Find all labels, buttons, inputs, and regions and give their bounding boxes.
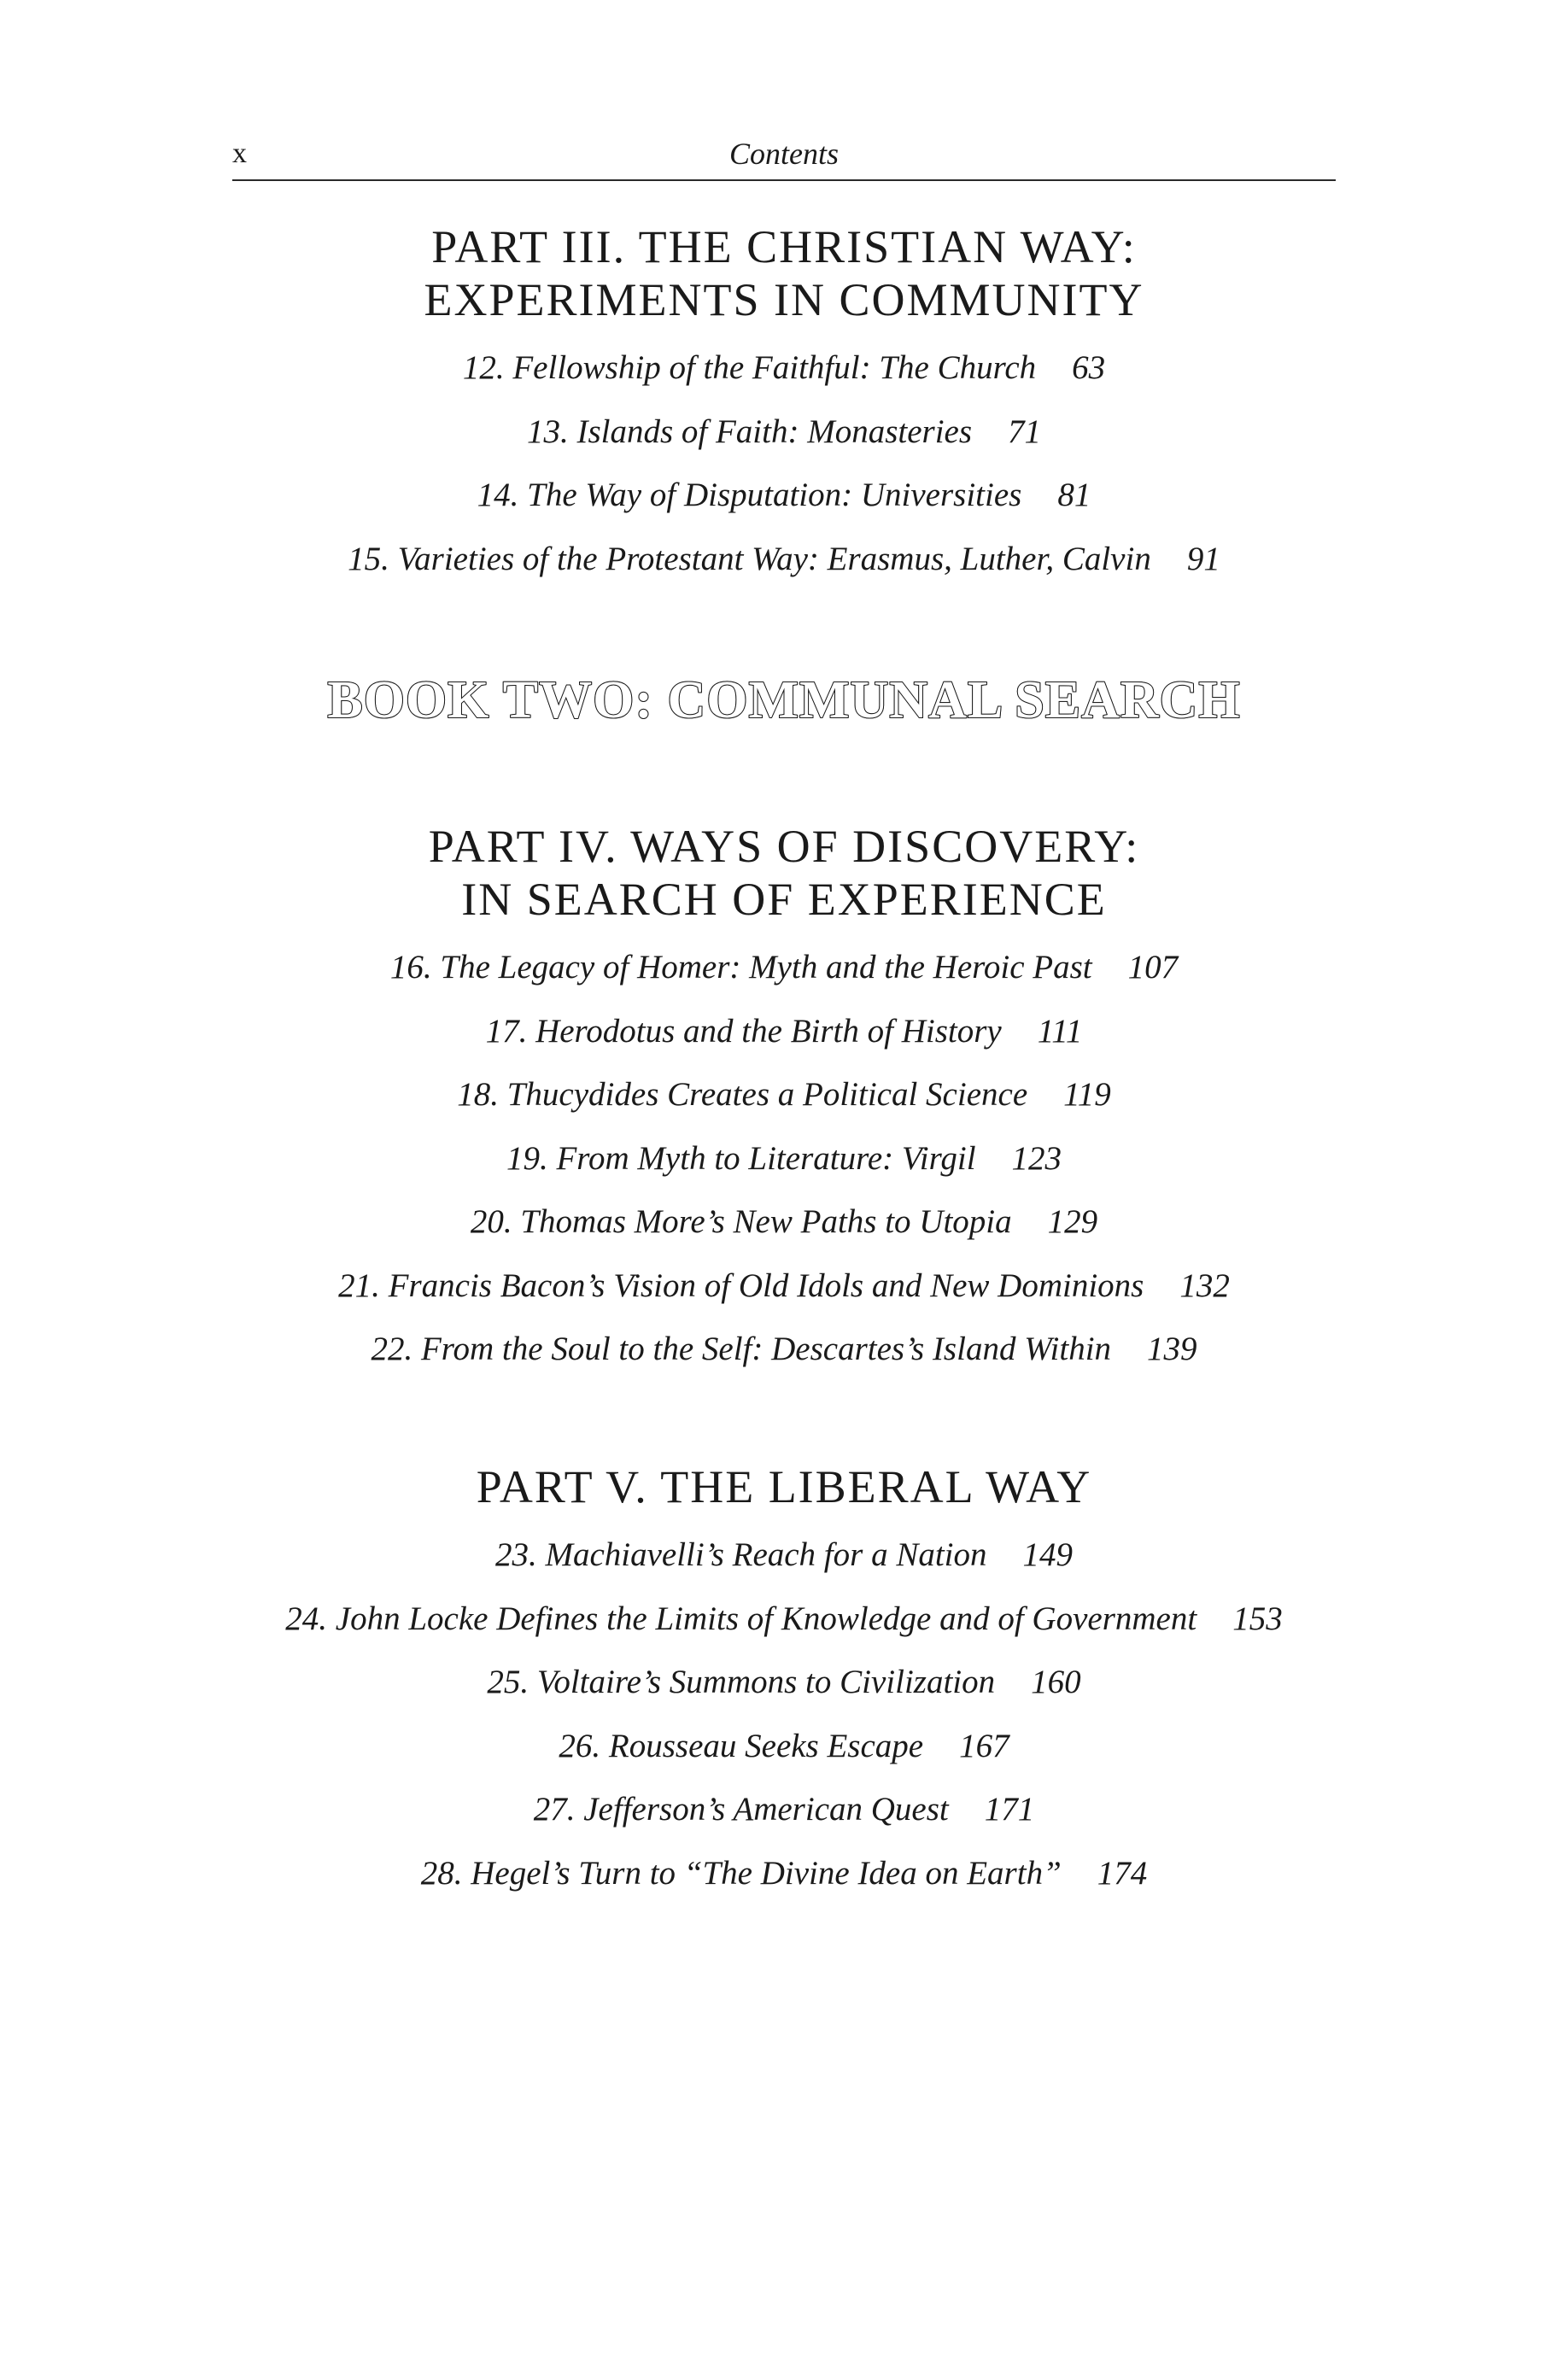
entry-title: 16. The Legacy of Homer: Myth and the Heroic Past (389, 949, 1092, 986)
entry-title: 14. The Way of Disputation: Universities (477, 477, 1022, 513)
entry-page-number: 132 (1179, 1266, 1230, 1304)
toc-entry[interactable] (0, 1318, 1568, 1382)
part-4-title (0, 820, 1568, 926)
entry-title: 20. Thomas More’s New Paths to Utopia (470, 1203, 1012, 1240)
entry-title: 28. Hegel’s Turn to “The Divine Idea on Earth” (420, 1854, 1062, 1892)
toc-entry[interactable] (0, 1255, 1568, 1319)
part-5-section (0, 1460, 1568, 1905)
toc-entry[interactable] (0, 1063, 1568, 1127)
entry-page-number: 171 (984, 1791, 1035, 1828)
entry-title: 17. Herodotus and the Birth of History (485, 1012, 1002, 1050)
entry-page-number: 123 (1011, 1139, 1062, 1177)
toc-entry[interactable] (0, 1000, 1568, 1064)
entry-title: 21. Francis Bacon’s Vision of Old Idols and New Dominions (338, 1266, 1144, 1304)
entry-page-number: 119 (1063, 1076, 1111, 1113)
entry-page-number: 160 (1031, 1664, 1081, 1700)
entry-page-number: 81 (1057, 477, 1091, 513)
entry-page-number: 174 (1097, 1854, 1148, 1892)
entry-page-number: 107 (1127, 949, 1179, 986)
entry-title: 12. Fellowship of the Faithful: The Church (462, 349, 1037, 386)
entry-page-number: 91 (1186, 540, 1220, 577)
running-title: Contents (728, 137, 839, 171)
entry-page-number: 167 (959, 1727, 1009, 1764)
part-5-entries (0, 1524, 1568, 1905)
entry-title: 22. From the Soul to the Self: Descartes’s Island Within (371, 1331, 1112, 1367)
entry-page-number: 149 (1022, 1536, 1074, 1573)
entry-title: 24. John Locke Defines the Limits of Knowledge and of Government (285, 1600, 1197, 1637)
part-3-title-line-2: EXPERIMENTS IN COMMUNITY (424, 274, 1144, 325)
part-4-section (0, 820, 1568, 1382)
part-3-title-line-1: PART III. THE CHRISTIAN WAY: (431, 221, 1137, 272)
toc-entry[interactable] (0, 401, 1568, 465)
entry-title: 15. Varieties of the Protestant Way: Erasmus, Luther, Calvin (348, 540, 1151, 577)
entry-page-number: 71 (1008, 412, 1042, 450)
book-two-title: BOOK TWO: COMMUNAL SEARCH (327, 671, 1241, 729)
toc-entry[interactable] (0, 464, 1568, 528)
part-3-section (0, 220, 1568, 591)
running-head (232, 135, 1336, 181)
toc-entry[interactable] (0, 1778, 1568, 1842)
part-3-entries (0, 336, 1568, 591)
entry-title: 13. Islands of Faith: Monasteries (526, 412, 973, 450)
entry-page-number: 139 (1147, 1331, 1197, 1367)
entry-title: 18. Thucydides Creates a Political Science (457, 1076, 1028, 1113)
part-4-title-line-2: IN SEARCH OF EXPERIENCE (461, 874, 1107, 925)
toc-entry[interactable] (0, 1588, 1568, 1652)
toc-entry[interactable] (0, 1715, 1568, 1779)
part-5-title (0, 1460, 1568, 1513)
entry-page-number: 111 (1037, 1012, 1083, 1050)
entry-page-number: 153 (1232, 1600, 1283, 1637)
page-folio: x (232, 137, 247, 169)
toc-entry[interactable] (0, 1127, 1568, 1191)
toc-entry[interactable] (0, 1190, 1568, 1255)
entry-title: 23. Machiavelli’s Reach for a Nation (494, 1536, 987, 1573)
part-5-title-line-1: PART V. THE LIBERAL WAY (476, 1461, 1092, 1512)
toc-entry[interactable] (0, 1842, 1568, 1906)
part-3-title (0, 220, 1568, 326)
entry-title: 27. Jefferson’s American Quest (533, 1791, 949, 1828)
entry-title: 25. Voltaire’s Summons to Civilization (487, 1664, 996, 1700)
part-4-entries (0, 936, 1568, 1382)
entry-title: 26. Rousseau Seeks Escape (559, 1727, 924, 1764)
toc-entry[interactable] (0, 1651, 1568, 1715)
entry-page-number: 63 (1072, 349, 1106, 386)
toc-entry[interactable] (0, 1524, 1568, 1588)
part-4-title-line-1: PART IV. WAYS OF DISCOVERY: (428, 821, 1140, 872)
entry-title: 19. From Myth to Literature: Virgil (506, 1139, 976, 1177)
toc-entry[interactable] (0, 336, 1568, 401)
toc-entry[interactable] (0, 528, 1568, 592)
toc-entry[interactable] (0, 936, 1568, 1000)
entry-page-number: 129 (1047, 1203, 1098, 1240)
